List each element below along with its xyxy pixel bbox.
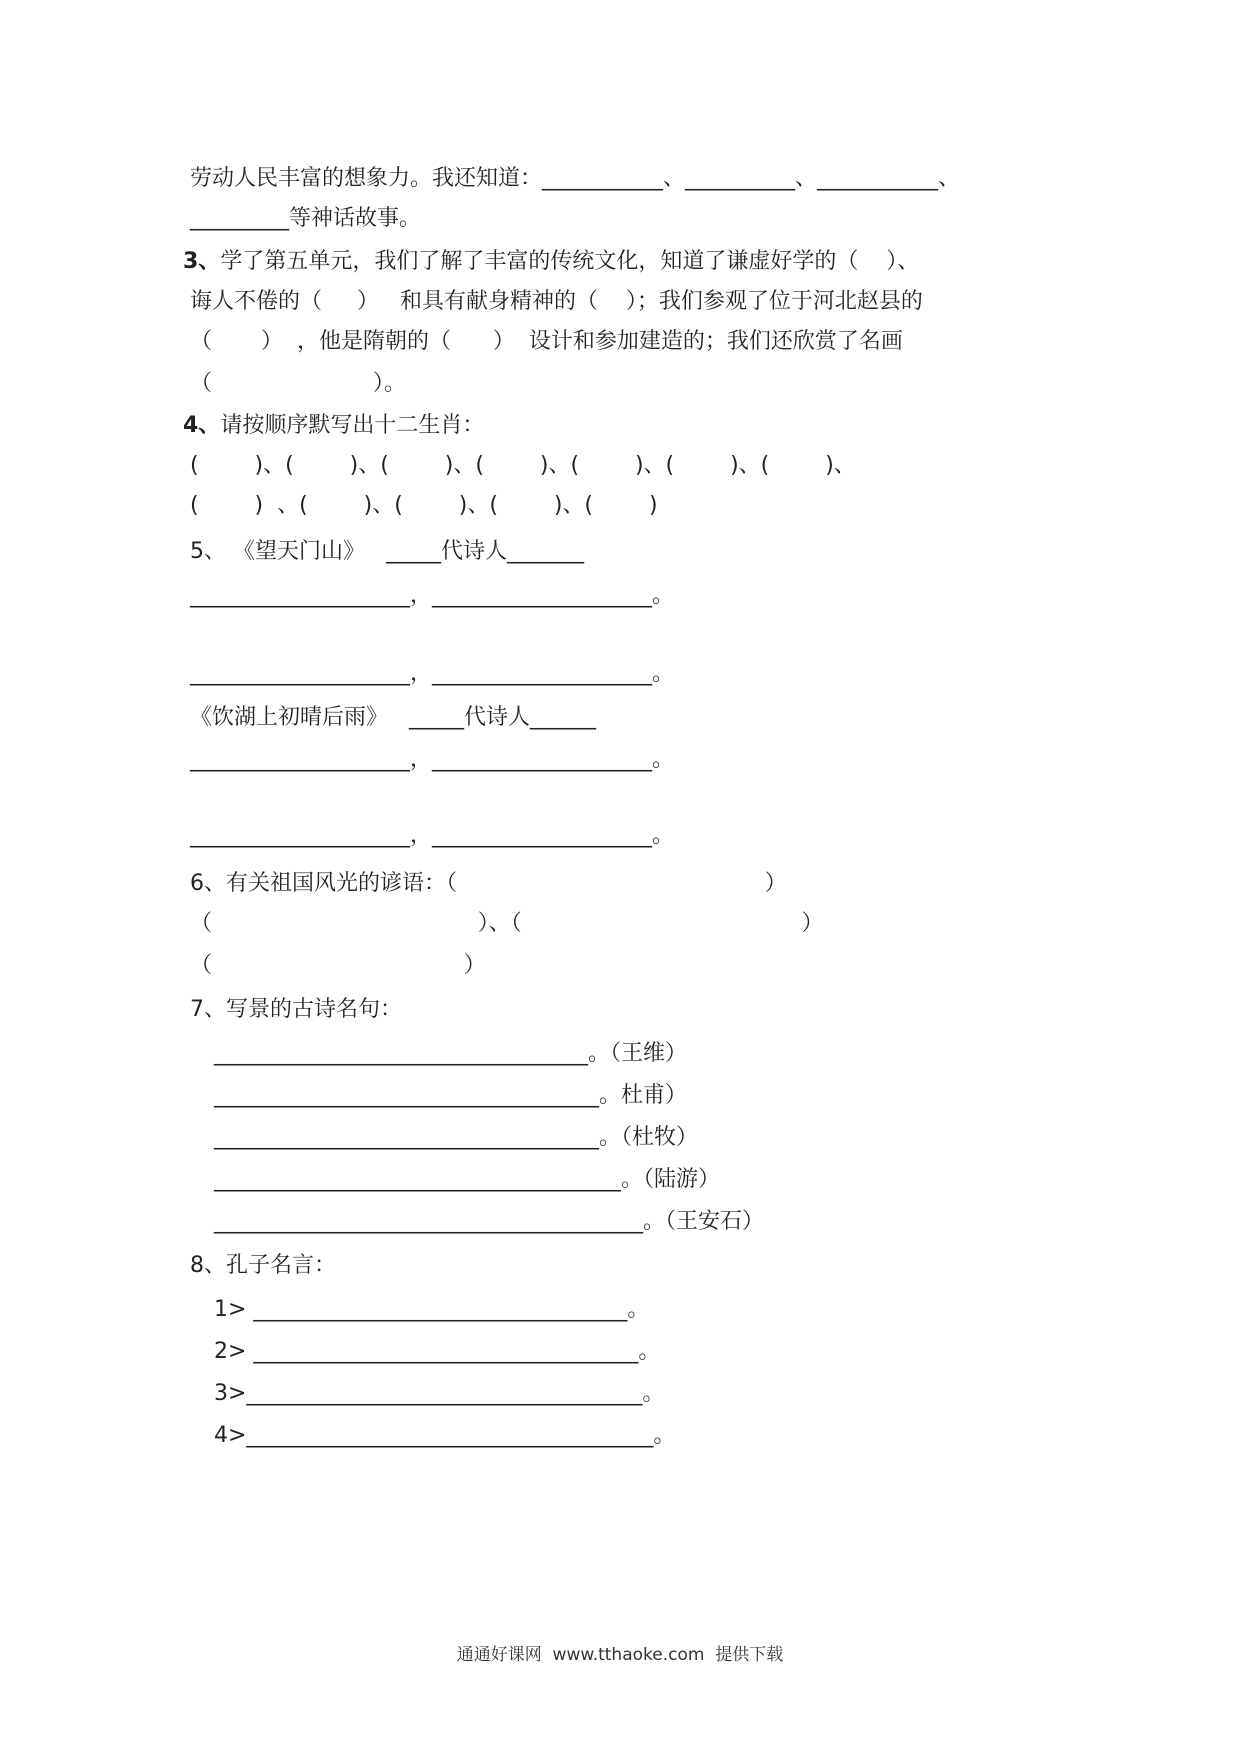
confucius-quote-2: 2> ___________________________________。 [214,1339,661,1364]
confucius-quote-1: 1> __________________________________。 [214,1297,650,1322]
continued-line-2: _________等神话故事。 [190,206,422,231]
scenery-verse-1: __________________________________。（王维） [214,1041,688,1066]
question-3-text: 学了第五单元，我们了解了丰富的传统文化，知道了谦虚好学的（ ）、 [220,249,920,274]
question-4-text: 请按顺序默写出十二生肖： [220,413,485,438]
confucius-quote-4: 4>_____________________________________。 [214,1423,676,1448]
question-6-line-2: （ ） [190,953,486,978]
poem-1-line-1: ____________________，____________________。 [190,583,675,608]
poem-2-heading: 《饮湖上初晴后雨》 _____代诗人______ [190,705,596,730]
poem-1-line-2: ____________________，____________________。 [190,661,675,686]
page-footer: 通通好课网 www.tthaoke.com 提供下载 [456,1645,784,1665]
poem-1-heading: 5、 《望天门山》 _____代诗人_______ [190,539,584,564]
scenery-verse-5: _______________________________________。（王安石） [214,1209,765,1234]
poem-2-line-2: ____________________，____________________。 [190,823,675,848]
question-7-title: 7、写景的古诗名句： [190,997,402,1022]
scenery-verse-3: ___________________________________。（杜牧） [214,1125,699,1150]
question-3-line-2: 诲人不倦的（ ） 和具有献身精神的（ ）；我们参观了位于河北赵县的 [190,289,923,314]
confucius-quote-3: 3>____________________________________。 [214,1381,665,1406]
zodiac-blanks-line-1: ( )、( )、( )、( )、( )、( )、( )、 [190,453,856,478]
question-6-title: 6、有关祖国风光的谚语：（ ） [190,871,787,896]
question-4-title [183,412,484,440]
question-3-line-4: （ ）。 [190,371,406,396]
question-4-number: 4、 [183,413,221,438]
scenery-verse-4: _____________________________________。（陆游） [214,1167,721,1192]
scenery-verse-2: ___________________________________。杜甫） [214,1083,688,1108]
question-3-line-1 [183,248,919,276]
poem-2-line-1: ____________________，____________________。 [190,747,675,772]
continued-line-1: 劳动人民丰富的想象力。我还知道：___________、__________、___________、 [190,166,961,191]
question-8-title: 8、孔子名言： [190,1253,336,1278]
question-6-line-1: （ ）、（ ） [190,911,824,936]
question-3-number: 3、 [183,249,221,274]
zodiac-blanks-line-2: ( ) 、( )、( )、( )、( ) [190,493,658,518]
question-3-line-3: （ ） ，他是隋朝的（ ） 设计和参加建造的；我们还欣赏了名画 [190,329,903,354]
